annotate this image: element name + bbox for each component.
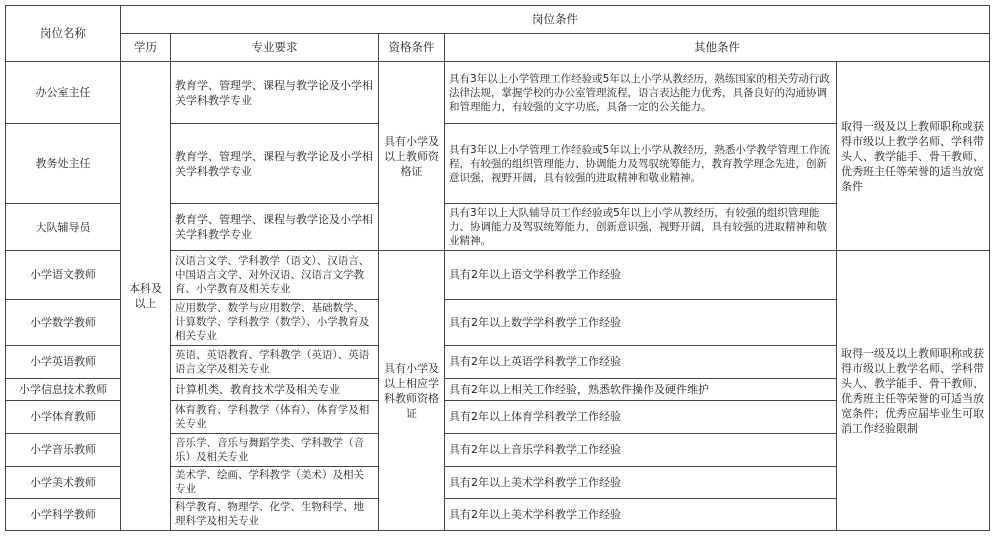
major-cell: 教育学、管理学、课程与教学论及小学相关学科教学专业 — [171, 62, 379, 124]
other-cell: 具有2年以上英语学科教学工作经验 — [445, 345, 837, 378]
position-name: 小学美术教师 — [6, 466, 121, 498]
other-cell: 具有3年以上大队辅导员工作经验或5年以上小学从教经历，有较强的组织管理能力、协调能力及驾驭统筹能力，创新意识强，视野开阔，具有较强的进取精神和敬业精神。 — [445, 204, 837, 251]
qualification-cell-2: 具有小学及以上相应学科教师资格证 — [379, 251, 445, 531]
header-education: 学历 — [121, 34, 171, 62]
header-conditions: 岗位条件 — [121, 6, 990, 34]
other-cell: 具有2年以上语文学科教学工作经验 — [445, 251, 837, 299]
header-row-2 — [6, 34, 990, 62]
header-other: 其他条件 — [445, 34, 990, 62]
position-name: 小学信息技术教师 — [6, 378, 121, 400]
table-row — [6, 62, 990, 124]
position-name: 小学英语教师 — [6, 345, 121, 378]
major-cell: 音乐学、音乐与舞蹈学类、学科教学（音乐）及相关专业 — [171, 433, 379, 466]
header-qualification: 资格条件 — [379, 34, 445, 62]
position-name: 办公室主任 — [6, 62, 121, 124]
extra-cell-1: 取得一级及以上教师职称或获得市级以上教学名师、学科带头人、教学能手、骨干教师、优秀班主任等荣誉的适当放宽条件 — [837, 62, 990, 251]
major-cell: 教育学、管理学、课程与教学论及小学相关学科教学专业 — [171, 124, 379, 204]
position-name: 教务处主任 — [6, 124, 121, 204]
extra-cell-2: 取得一级及以上教师职称或获得市级以上教学名师、学科带头人、教学能手、骨干教师、优秀班主任等荣誉的可适当放宽条件；优秀应届毕业生可取消工作经验限制 — [837, 251, 990, 531]
major-cell: 体育教育、学科教学（体育）、体育学及相关专业 — [171, 400, 379, 433]
position-name: 小学体育教师 — [6, 400, 121, 433]
recruitment-table — [5, 5, 990, 531]
major-cell: 应用数学、数学与应用数学、基础数学、计算数学、学科教学（数学）、小学教育及相关专业 — [171, 299, 379, 345]
position-name: 小学数学教师 — [6, 299, 121, 345]
other-cell: 具有2年以上音乐学科教学工作经验 — [445, 433, 837, 466]
major-cell: 英语、英语教育、学科教学（英语）、英语语言文学及相关专业 — [171, 345, 379, 378]
other-cell: 具有3年以上小学管理工作经验或5年以上小学从教经历，熟练国家的相关劳动行政法律法规，掌握学校的办公室管理流程，语言表达能力优秀，具备良好的沟通协调和管理能力，有较强的文字功底，具备一定的公关能力。 — [445, 62, 837, 124]
education-cell: 本科及以上 — [121, 62, 171, 531]
header-major: 专业要求 — [171, 34, 379, 62]
major-cell: 计算机类、教育技术学及相关专业 — [171, 378, 379, 400]
position-name: 小学科学教师 — [6, 498, 121, 530]
header-position-name: 岗位名称 — [6, 6, 121, 62]
position-name: 大队辅导员 — [6, 204, 121, 251]
other-cell: 具有2年以上体育学科教学工作经验 — [445, 400, 837, 433]
position-name: 小学语文教师 — [6, 251, 121, 299]
other-cell: 具有2年以上相关工作经验，熟悉软件操作及硬件维护 — [445, 378, 837, 400]
other-cell: 具有2年以上美术学科教学工作经验 — [445, 466, 837, 498]
other-cell: 具有2年以上数学学科教学工作经验 — [445, 299, 837, 345]
major-cell: 教育学、管理学、课程与教学论及小学相关学科教学专业 — [171, 204, 379, 251]
position-name: 小学音乐教师 — [6, 433, 121, 466]
qualification-cell-1: 具有小学及以上教师资格证 — [379, 62, 445, 251]
header-row-1 — [6, 6, 990, 34]
major-cell: 科学教育、物理学、化学、生物科学、地理科学及相关专业 — [171, 498, 379, 530]
major-cell: 美术学、绘画、学科教学（美术）及相关专业 — [171, 466, 379, 498]
major-cell: 汉语言文学、学科教学（语文）、汉语言、中国语言文学、对外汉语、汉语言文学教育、小学教育及相关专业 — [171, 251, 379, 299]
other-cell: 具有3年以上小学管理工作经验或5年以上小学从教经历，熟悉小学教学管理工作流程，有较强的组织管理能力、协调能力及驾驭统筹能力，教育教学理念先进，创新意识强，视野开阔，具有较强的进取精神和敬业精神。 — [445, 124, 837, 204]
other-cell: 具有2年以上美术学科教学工作经验 — [445, 498, 837, 530]
